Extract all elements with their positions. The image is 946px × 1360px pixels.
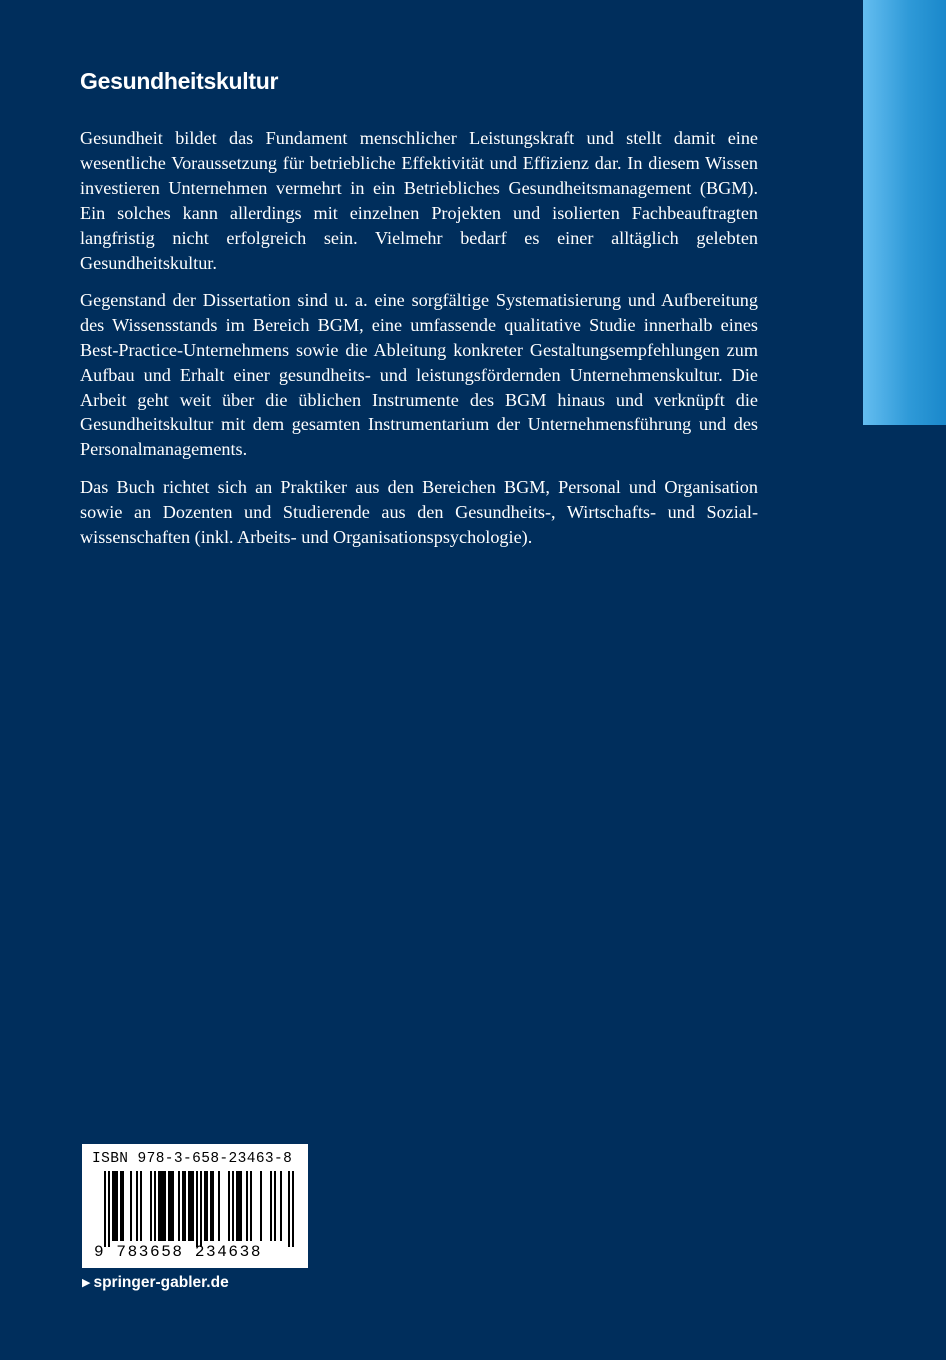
barcode-bar xyxy=(288,1171,290,1247)
barcode-bar xyxy=(116,1171,118,1241)
barcode-bar xyxy=(104,1171,106,1247)
book-title: Gesundheitskultur xyxy=(80,68,279,94)
barcode-bar xyxy=(206,1171,208,1241)
barcode-bar xyxy=(162,1171,164,1241)
barcode-digits: 9 783658 234638 xyxy=(94,1243,263,1261)
barcode-bar xyxy=(122,1171,124,1241)
description-paragraph-3: Das Buch richtet sich an Praktiker aus den Bereichen BGM, Personal und Organisation sowie an Dozenten und Studierende aus den Gesundheits-, Wirtschafts- und Sozialwissenschaften (inkl. Arbeits- und Organisationspsychologie). xyxy=(80,476,758,547)
barcode-bar xyxy=(232,1171,234,1241)
barcode-bar xyxy=(246,1171,248,1241)
barcode-bar xyxy=(160,1171,162,1241)
barcode-bar xyxy=(236,1171,238,1241)
barcode-bar xyxy=(274,1171,276,1241)
barcode-bar xyxy=(140,1171,142,1241)
barcode-bar xyxy=(218,1171,220,1241)
barcode-bar xyxy=(196,1171,198,1247)
isbn-barcode xyxy=(82,1144,308,1268)
barcode-bar xyxy=(184,1171,186,1241)
accent-bar xyxy=(863,0,946,425)
barcode-bar xyxy=(190,1171,192,1241)
barcode-bar xyxy=(210,1171,212,1241)
barcode-bar xyxy=(112,1171,114,1241)
barcode-bar xyxy=(250,1171,252,1241)
back-cover-text xyxy=(80,66,758,562)
barcode-bar xyxy=(108,1171,110,1247)
barcode-bar xyxy=(114,1171,116,1241)
barcode-bar xyxy=(172,1171,174,1241)
description-paragraph-2: Gegenstand der Dissertation sind u. a. eine sorgfältige Systematisierung und Aufbereitung des Wissensstands im Bereich BGM, eine umfassende qualitative Studie innerhalb eines Best-Practice-Unternehmens sowie die Ableitung konkreter Gestaltungsempfehlungen zum Aufbau und Erhalt einer gesundheits- und leistungsfördernden Unternehmenskultur. Die Arbeit geht weit über die üblichen Instrumente des BGM hinaus und verknüpft die Gesundheitskultur mit dem gesamten Instrumentarium der Unternehmensführung und des Personalmanagements. xyxy=(80,289,758,460)
barcode-bar xyxy=(154,1171,156,1241)
barcode-bar xyxy=(280,1171,282,1241)
barcode-bar xyxy=(170,1171,172,1241)
triangle-right-icon: ▶ xyxy=(82,1277,91,1289)
barcode-bar xyxy=(188,1171,190,1241)
barcode-bar xyxy=(270,1171,272,1241)
barcode-bar xyxy=(130,1171,132,1241)
barcode-bar xyxy=(150,1171,152,1241)
barcode-bar xyxy=(136,1171,138,1241)
barcode-bar xyxy=(182,1171,184,1241)
barcode-bar xyxy=(260,1171,262,1241)
barcode-bar xyxy=(164,1171,166,1241)
barcode-bar xyxy=(212,1171,214,1241)
description-paragraph-1: Gesundheit bildet das Fundament menschlicher Leistungskraft und stellt damit eine wesentliche Voraussetzung für betriebliche Effektivität und Effizienz dar. In diesem Wissen investieren Unternehmen vermehrt in ein Betriebliches Gesundheitsmanagement (BGM). Ein solches kann allerdings mit einzelnen Projekten und isolierten Fachbeauftragten langfristig nicht erfolgreich sein. Vielmehr bedarf es einer alltäglich gelebten Gesundheitskultur. xyxy=(80,128,758,273)
barcode-bar xyxy=(120,1171,122,1241)
barcode-bar xyxy=(238,1171,240,1241)
isbn-label: ISBN 978-3-658-23463-8 xyxy=(92,1151,293,1167)
publisher-link[interactable] xyxy=(82,1273,229,1293)
barcode-bar xyxy=(192,1171,194,1241)
barcode-bar xyxy=(158,1171,160,1241)
publisher-url: springer-gabler.de xyxy=(93,1274,229,1291)
barcode-bar xyxy=(228,1171,230,1241)
barcode-bar xyxy=(178,1171,180,1241)
barcode-bar xyxy=(168,1171,170,1241)
barcode-bar xyxy=(200,1171,202,1247)
barcode-bar xyxy=(292,1171,294,1247)
barcode-bar xyxy=(204,1171,206,1241)
barcode-bar xyxy=(240,1171,242,1241)
